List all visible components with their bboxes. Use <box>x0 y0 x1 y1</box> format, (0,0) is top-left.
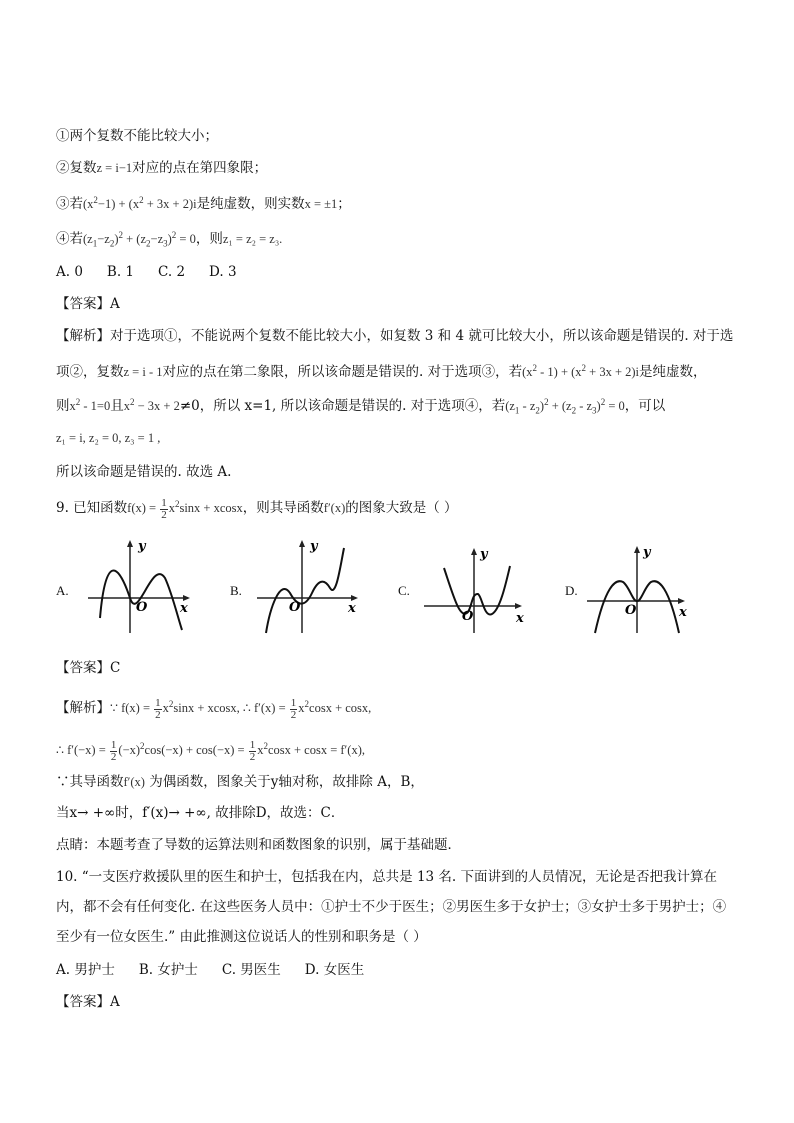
q10-options: A. 男护士 B. 女护士 C. 男医生 D. 女医生 <box>56 962 365 978</box>
svg-text:O: O <box>625 603 637 618</box>
item-2: ②复数z = i−1对应的点在第四象限； <box>56 160 268 176</box>
analysis-8-line1: 【解析】对于选项①，不能说两个复数不能比较大小，如复数 3 和 4 就可比较大小，所以该命题是错误的. 对于选 <box>56 328 734 344</box>
axis-x-label: x <box>180 601 188 616</box>
q10-line1: 10. “一支医疗救援队里的医生和护士，包括我在内，总共是 13 名. 下面讲到的人员情况，无论是否把我计算在 <box>56 869 718 885</box>
analysis-8-line4: z₁ = i, z₂ = 0, z₃ = 1 , <box>56 431 161 445</box>
graph-a <box>80 538 200 638</box>
svg-text:O: O <box>462 609 474 624</box>
graph-b-label: B. <box>230 583 242 598</box>
q8-options: A. 0 B. 1 C. 2 D. 3 <box>56 264 237 280</box>
q10-line3: 至少有一位女医生.” 由此推测这位说话人的性别和职务是（ ） <box>56 929 427 945</box>
analysis-8-line3: 则$x^2 - 1=0$且$x^2 - 3x + 2\ne 0$，所以 x=1, 所以该命题是错误的. 对于选项④，若$(z_1 - z_2)^2 + (z_2 - z_3)^2 = 0$，可以 <box>56 397 666 416</box>
graph-c-label: C. <box>398 583 410 598</box>
svg-text:x: x <box>348 601 356 616</box>
svg-text:y: y <box>643 545 651 560</box>
origin-label: O <box>136 600 148 615</box>
q9-stem: 9. 已知函数f(x) = $\frac{1}{2}$ $x^2\sin x + xcosx$，则其导函数f′(x)的图象大致是（ ） <box>56 496 458 521</box>
svg-text:y: y <box>310 539 318 554</box>
svg-text:x: x <box>679 605 687 620</box>
graph-a-label: A. <box>56 583 69 598</box>
graph-d-label: D. <box>565 583 578 598</box>
item-1: ①两个复数不能比较大小； <box>56 128 218 144</box>
graph-c <box>422 538 532 638</box>
answer-9: 【答案】C <box>56 660 121 676</box>
analysis-8-line2: 项②，复数z = i - 1对应的点在第二象限，所以该命题是错误的. 对于选项③，若$(x^2 - 1) + (x^2 + 3x + 2)i$是纯虚数， <box>56 363 707 381</box>
graph-d <box>585 538 695 638</box>
graph-b <box>252 538 372 638</box>
analysis-9-line3: ∵其导函数f′(x) 为偶函数，图象关于y轴对称，故排除 A，B， <box>56 774 424 790</box>
svg-text:O: O <box>289 600 301 615</box>
analysis-9-line1: 【解析】∵ f(x) = $\frac{1}{2}$ $x^2\sin x + xcosx$, ∴ f′(x) = $\frac{1}{2}$ $x^2\cos x + \cos x$, <box>56 696 372 721</box>
answer-10: 【答案】A <box>56 994 120 1010</box>
svg-text:x: x <box>516 611 524 626</box>
analysis-9-note: 点睛：本题考查了导数的运算法则和函数图象的识别，属于基础题． <box>56 837 461 853</box>
svg-text:y: y <box>480 547 488 562</box>
answer-8: 【答案】A <box>56 296 120 312</box>
axis-y-label: y <box>138 539 146 554</box>
analysis-9-line4: 当x→ +∞时，f′(x)→ +∞, 故排除D，故选：C． <box>56 805 345 821</box>
item-3: ③若$(x^2-1) + (x^2 + 3x + 2)i$是纯虚数，则实数x = ±1； <box>56 195 351 213</box>
analysis-8-line5: 所以该命题是错误的. 故选 A. <box>56 464 232 480</box>
item-4: ④若$(z_1-z_2)^2 + (z_2-z_3)^2 = 0$，则z₁ = z₂ = z₃. <box>56 230 283 249</box>
analysis-9-line2: ∴ f′(−x) = $\frac{1}{2}$ $(-x)^2\cos(-x) + \cos(-x)$ = $\frac{1}{2}$ $x^2\cos x + \cos x = f'(x)$, <box>56 738 365 763</box>
q10-line2: 内，都不会有任何变化. 在这些医务人员中：①护士不少于医生；②男医生多于女护士；③女护士多于男护士；④ <box>56 899 727 915</box>
